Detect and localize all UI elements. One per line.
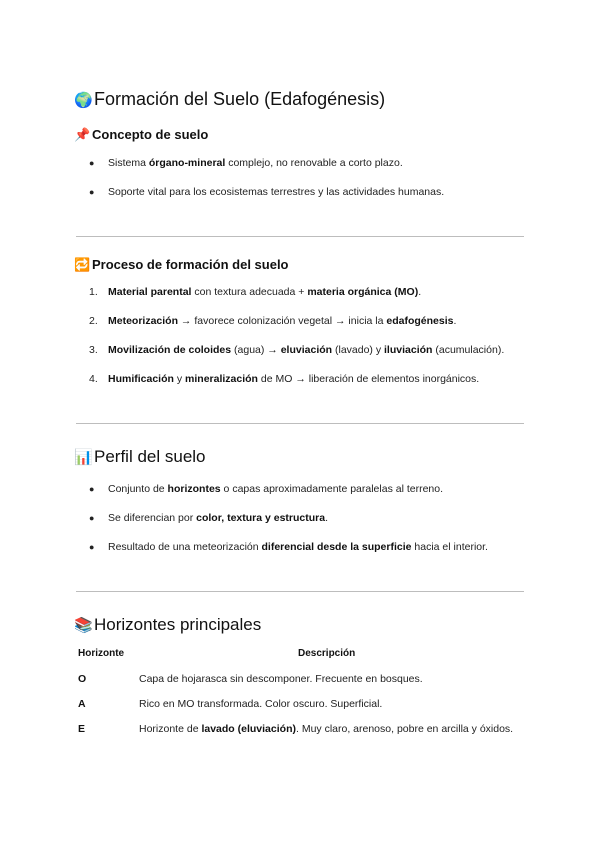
list-item: Humificación y mineralización de MO → liberación de elementos inorgánicos. — [108, 373, 480, 385]
section-heading-horizontes — [74, 615, 261, 635]
section-heading-text: Horizontes principales — [94, 615, 262, 634]
list-number: 4. — [89, 373, 98, 385]
section-heading-text: Perfil del suelo — [94, 447, 206, 466]
bullet-icon: ● — [89, 187, 95, 197]
list-number: 1. — [89, 286, 98, 298]
list-item: Meteorización → favorece colonización vegetal → inicia la edafogénesis. — [108, 315, 457, 327]
list-number: 2. — [89, 315, 98, 327]
table-cell-code: O — [78, 673, 87, 685]
list-item: Se diferencian por color, textura y estructura. — [108, 512, 329, 524]
page-title-text: Formación del Suelo (Edafogénesis) — [94, 89, 386, 109]
page-title — [74, 89, 385, 110]
bullet-icon: ● — [89, 158, 95, 168]
repeat-icon: 🔁 — [74, 257, 91, 272]
list-number: 3. — [89, 344, 98, 356]
section-heading-concepto — [74, 127, 208, 143]
divider — [76, 423, 524, 424]
globe-icon: 🌍 — [74, 92, 93, 109]
list-item: Soporte vital para los ecosistemas terrestres y las actividades humanas. — [108, 186, 445, 198]
divider — [76, 591, 524, 592]
table-header-horizonte: Horizonte — [78, 648, 125, 659]
pushpin-icon: 📌 — [74, 127, 91, 142]
list-item: Conjunto de horizontes o capas aproximadamente paralelas al terreno. — [108, 483, 444, 495]
books-icon: 📚 — [74, 617, 93, 634]
bullet-icon: ● — [89, 542, 95, 552]
section-heading-text: Concepto de suelo — [92, 127, 209, 142]
bullet-icon: ● — [89, 513, 95, 523]
table-cell-desc: Rico en MO transformada. Color oscuro. Superficial. — [139, 698, 383, 710]
table-cell-desc: Horizonte de lavado (eluviación). Muy claro, arenoso, pobre en arcilla y óxidos. — [139, 723, 514, 735]
section-heading-perfil — [74, 447, 206, 467]
divider — [76, 236, 524, 237]
section-heading-proceso — [74, 257, 289, 273]
table-cell-code: A — [78, 698, 86, 710]
table-cell-code: E — [78, 723, 86, 735]
table-header-descripcion: Descripción — [298, 648, 356, 659]
list-item: Sistema órgano-mineral complejo, no renovable a corto plazo. — [108, 157, 403, 169]
list-item: Material parental con textura adecuada + materia orgánica (MO). — [108, 286, 422, 298]
list-item: Resultado de una meteorización diferencial desde la superficie hacia el interior. — [108, 541, 488, 553]
bar-chart-icon: 📊 — [74, 449, 93, 466]
list-item: Movilización de coloides (agua) → eluviación (lavado) y iluviación (acumulación). — [108, 344, 505, 356]
section-heading-text: Proceso de formación del suelo — [92, 257, 289, 272]
bullet-icon: ● — [89, 484, 95, 494]
table-cell-desc: Capa de hojarasca sin descomponer. Frecuente en bosques. — [139, 673, 423, 685]
